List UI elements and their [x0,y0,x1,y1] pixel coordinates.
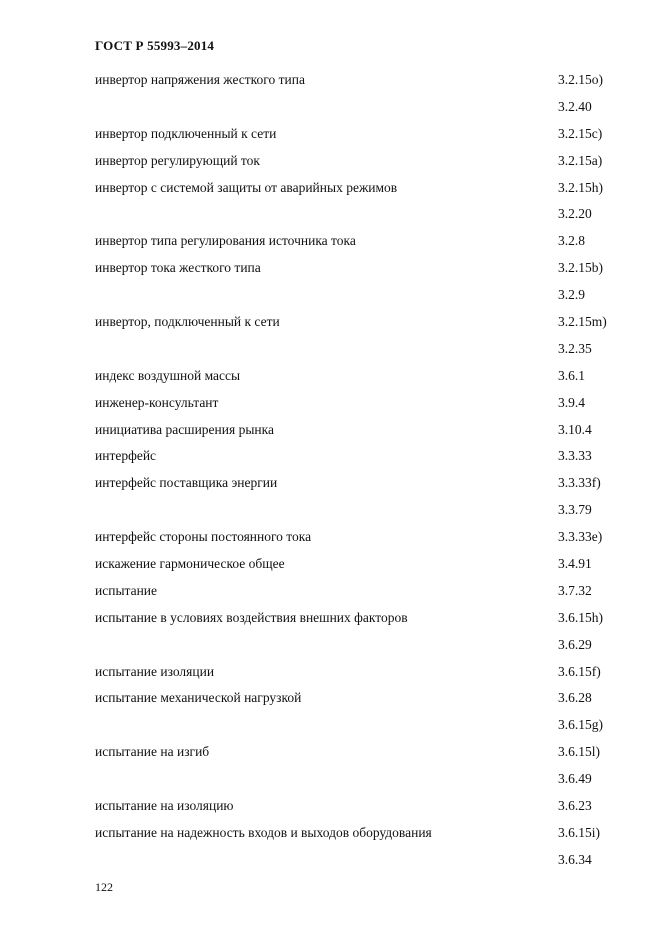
index-ref: 3.2.8 [558,233,585,249]
index-entry [95,688,625,715]
index-ref: 3.6.49 [558,771,592,787]
index-term: инвертор напряжения жесткого типа [95,72,305,87]
index-entry [95,97,625,124]
index-entry [95,420,625,447]
index-term: интерфейс [95,448,157,464]
index-term: интерфейс поставщика энергии [95,475,278,491]
index-term: инвертор тока жесткого типа [95,260,261,276]
index-entry [95,796,625,823]
index-entry [95,70,625,97]
index-entry [95,366,625,393]
term-index-list [95,70,625,877]
index-entry [95,608,625,635]
index-term: инженер-консультант [95,394,219,410]
index-entry [95,742,625,769]
index-ref: 3.2.20 [558,206,592,222]
index-term: испытание в условиях воздействия внешних факторов [95,609,408,625]
index-ref: 3.3.33f) [558,475,601,491]
index-ref: 3.6.15l) [558,744,600,760]
index-term: испытание на надежность входов и выходов оборудования [95,824,432,840]
index-entry [95,339,625,366]
index-ref: 3.2.15b) [558,260,603,276]
index-ref: 3.6.15h) [558,609,603,625]
index-ref: 3.6.28 [558,690,592,706]
index-term: испытание [95,582,158,598]
index-term: инвертор с системой защиты от аварийных режимов [95,179,398,195]
index-ref: 3.2.40 [558,98,592,114]
index-entry [95,178,625,205]
index-term: искажение гармоническое общее [95,556,285,572]
index-term: инвертор подключенный к сети [95,125,277,141]
index-entry [95,500,625,527]
index-entry [95,581,625,608]
index-ref: 3.6.34 [558,851,592,867]
index-ref: 3.6.29 [558,636,592,652]
index-ref: 3.3.33e) [558,529,603,545]
document-header: ГОСТ Р 55993–2014 [95,38,215,53]
index-ref: 3.2.15a) [558,152,603,168]
index-ref: 3.2.9 [558,287,585,303]
index-ref: 3.4.91 [558,556,592,572]
index-entry [95,285,625,312]
index-entry [95,258,625,285]
index-term: инвертор регулирующий ток [95,152,260,168]
index-ref: 3.3.33 [558,448,592,464]
index-entry [95,473,625,500]
index-entry [95,850,625,877]
index-ref: 3.7.32 [558,582,592,598]
index-entry [95,662,625,689]
index-term: испытание на изоляцию [95,798,234,814]
index-term: инвертор, подключенный к сети [95,314,280,330]
index-ref: 3.6.23 [558,798,592,814]
index-term: испытание изоляции [95,663,215,679]
index-entry [95,446,625,473]
index-entry [95,715,625,742]
index-entry [95,554,625,581]
index-term: испытание механической нагрузкой [95,690,302,706]
index-ref: 3.6.1 [558,367,585,383]
index-term: инициатива расширения рынка [95,421,274,437]
index-entry [95,769,625,796]
index-ref: 3.2.35 [558,340,592,356]
index-ref: 3.2.15o) [558,72,603,87]
index-ref: 3.6.15i) [558,824,600,840]
index-entry [95,527,625,554]
index-term: интерфейс стороны постоянного тока [95,529,312,545]
index-ref: 3.10.4 [558,421,592,437]
index-ref: 3.9.4 [558,394,585,410]
index-term: испытание на изгиб [95,744,210,760]
index-ref: 3.2.15m) [558,314,607,330]
index-term: индекс воздушной массы [95,367,241,383]
index-ref: 3.3.79 [558,502,592,518]
index-entry [95,231,625,258]
index-entry [95,124,625,151]
index-entry [95,823,625,850]
index-entry [95,635,625,662]
index-entry [95,151,625,178]
index-entry [95,204,625,231]
index-entry [95,312,625,339]
index-ref: 3.6.15g) [558,717,603,733]
index-ref: 3.2.15h) [558,179,603,195]
index-term: инвертор типа регулирования источника тока [95,233,356,249]
index-ref: 3.2.15c) [558,125,603,141]
page-number: 122 [95,880,113,894]
index-entry [95,393,625,420]
index-ref: 3.6.15f) [558,663,601,679]
